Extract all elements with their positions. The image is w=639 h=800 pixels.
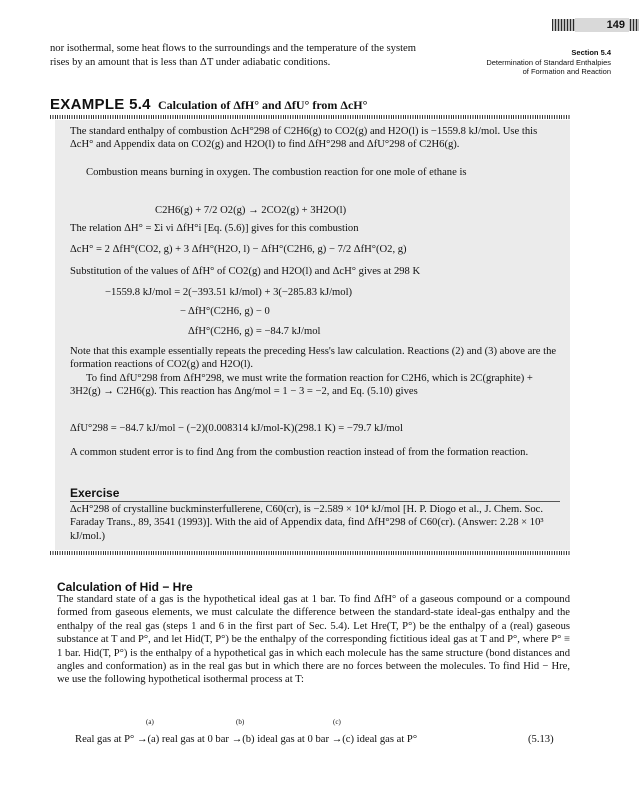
equation-result-h: ΔfH°(C2H6, g) = −84.7 kJ/mol bbox=[188, 326, 321, 337]
step-label-a: (a) bbox=[146, 718, 154, 726]
equation-combustion: C2H6(g) + 7/2 O2(g) → 2CO2(g) + 3H2O(l) bbox=[155, 205, 347, 216]
intro-line-1: nor isothermal, some heat flows to the surroundings and the temperature of the system bbox=[50, 43, 416, 54]
exercise-heading: Exercise bbox=[70, 486, 560, 502]
example-bottom-rule bbox=[50, 551, 570, 555]
example-problem: The standard enthalpy of combustion ΔcH°298 of C2H6(g) to CO2(g) and H2O(l) is −1559.8 kJ/mol. Use this ΔcH° and Appendix data on CO2(g) and H2O(l) to find ΔfH°298 and ΔfU°298 of C2H6(g). bbox=[70, 126, 538, 151]
sidebar-title-1: Determination of Standard Enthalpies bbox=[486, 58, 611, 67]
example-paragraph-7: A common student error is to find Δng from the combustion reaction instead of from the formation reaction. bbox=[70, 447, 529, 458]
example-paragraph-6: To find ΔfU°298 from ΔfH°298, we must write the formation reaction for C2H6, which is 2C(graphite) + 3H2(g) → C2H6(g). This reaction has Δng/mol = 1 − 3 = −2, and Eq. (5.10) gives bbox=[70, 373, 533, 398]
section-body: The standard state of a gas is the hypothetical ideal gas at 1 bar. To find ΔfH° of a gaseous compound or a compound formed from gaseous elements, we must calculate the difference between the standard-state ideal-gas enthalpy and the enthalpy of the real gas (steps 1 and 6 in the first part of Sec. 5.4). Let Hre(T, P°) be the enthalpy of a (real) gaseous substance at T and P°, and let Hid(T, P°) be the enthalpy of the corresponding fictitious ideal gas at T and P°, where P° ≡ 1 bar. Hid(T, P°) is the enthalpy of a hypothetical gas in which each molecule has the same structure (bond distances and angles and conformation) as in the real gas but in which there are no forces between the molecules. To find Hid − Hre, we use the following hypothetical isothermal process at T: bbox=[57, 594, 570, 686]
example-top-rule bbox=[50, 115, 570, 119]
example-paragraph-5: Note that this example essentially repeats the preceding Hess's law calculation. Reactions (2) and (3) above are the formation reactions of CO2(g) and H2O(l). bbox=[70, 346, 557, 371]
section-heading: Calculation of Hid − Hre bbox=[57, 580, 193, 594]
equation-result-u: ΔfU°298 = −84.7 kJ/mol − (−2)(0.008314 kJ/mol-K)(298.1 K) = −79.7 kJ/mol bbox=[70, 423, 403, 434]
equation-substitution-cont: − ΔfH°(C2H6, g) − 0 bbox=[180, 306, 270, 317]
process-equation: Real gas at P° →(a) real gas at 0 bar →(b) ideal gas at 0 bar →(c) ideal gas at P° bbox=[75, 734, 418, 745]
sidebar-section: Section 5.4 bbox=[571, 48, 611, 57]
step-label-b: (b) bbox=[236, 718, 245, 726]
example-paragraph-2: Combustion means burning in oxygen. The combustion reaction for one mole of ethane is bbox=[86, 167, 467, 178]
equation-enthalpy-sum: ΔcH° = 2 ΔfH°(CO2, g) + 3 ΔfH°(H2O, l) − ΔfH°(C2H6, g) − 7/2 ΔfH°(O2, g) bbox=[70, 244, 407, 255]
step-label-c: (c) bbox=[333, 718, 341, 726]
intro-line-2: rises by an amount that is less than ΔT under adiabatic conditions. bbox=[50, 57, 331, 68]
exercise-text: ΔcH°298 of crystalline buckminsterfullerene, C60(cr), is −2.589 × 10⁴ kJ/mol [H. P. Diogo et al., J. Chem. Soc. Faraday Trans., 89, 3541 (1993)]. With the aid of Appendix data, find ΔfH°298 of C60(cr). (Answer: 2.28 × 10³ kJ/mol.) bbox=[70, 504, 544, 542]
sidebar-title-2: of Formation and Reaction bbox=[522, 67, 611, 76]
equation-number: (5.13) bbox=[528, 734, 554, 745]
example-paragraph-3: The relation ΔH° = Σi νi ΔfH°i [Eq. (5.6)] gives for this combustion bbox=[70, 223, 359, 234]
example-label: EXAMPLE 5.4 bbox=[50, 96, 151, 113]
page-number: 149 bbox=[575, 18, 629, 32]
example-title: Calculation of ΔfH° and ΔfU° from ΔcH° bbox=[158, 98, 368, 112]
equation-substitution: −1559.8 kJ/mol = 2(−393.51 kJ/mol) + 3(−285.83 kJ/mol) bbox=[105, 287, 353, 298]
example-paragraph-4: Substitution of the values of ΔfH° of CO2(g) and H2O(l) and ΔcH° gives at 298 K bbox=[70, 266, 421, 277]
